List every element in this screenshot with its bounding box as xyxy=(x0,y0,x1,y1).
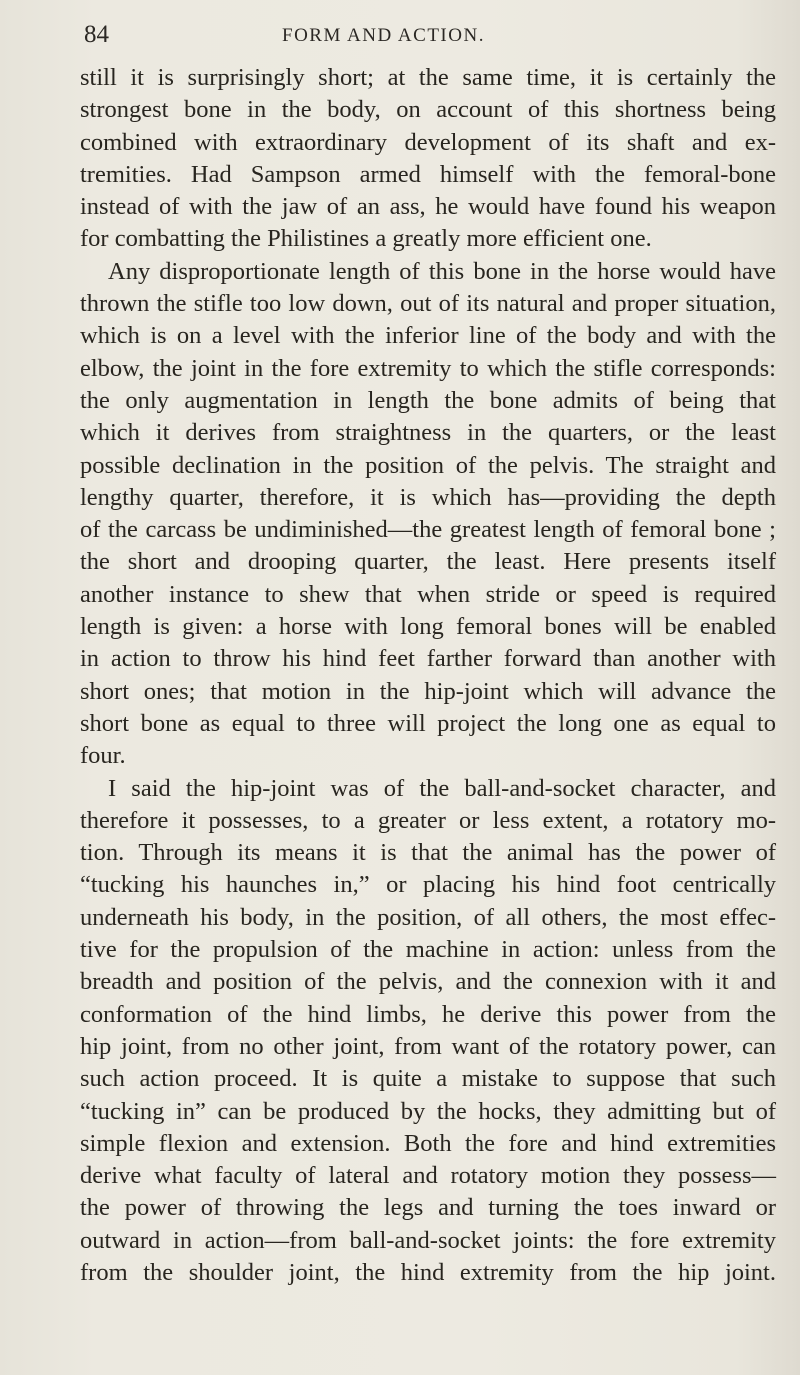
text-line: hip joint, from no other joint, from want of the rotatory power, can xyxy=(80,1032,776,1060)
page-number: 84 xyxy=(84,21,109,48)
text-line: underneath his body, in the position, of all others, the most effec- xyxy=(80,903,776,931)
text-line: possible declination in the position of the pelvis. The straight and xyxy=(80,451,776,479)
text-line: Any disproportionate length of this bone in the horse would have xyxy=(108,257,776,285)
text-line: elbow, the joint in the fore extremity to which the stifle corresponds: xyxy=(80,354,776,382)
text-line: tion. Through its means it is that the animal has the power of xyxy=(80,839,776,867)
text-line: “tucking in” can be produced by the hocks, they admitting but of xyxy=(80,1097,776,1125)
text-line: still it is surprisingly short; at the same time, it is certainly the xyxy=(80,64,776,91)
text-line: “tucking his haunches in,” or placing his hind foot centrically xyxy=(80,871,776,899)
text-line: the short and drooping quarter, the least. Here presents itself xyxy=(80,548,776,576)
text-line: simple flexion and extension. Both the fore and hind extremities xyxy=(80,1129,776,1157)
text-line: which is on a level with the inferior line of the body and with the xyxy=(80,322,776,350)
text-line: therefore it possesses, to a greater or less extent, a rotatory mo- xyxy=(80,806,776,834)
text-line: strongest bone in the body, on account of this shortness being xyxy=(80,96,776,124)
page-header xyxy=(84,20,784,50)
text-line: instead of with the jaw of an ass, he would have found his weapon xyxy=(80,193,776,221)
text-line: from the shoulder joint, the hind extremity from the hip joint. xyxy=(80,1258,776,1286)
text-line: of the carcass be undiminished—the greatest length of femoral bone ; xyxy=(80,516,776,544)
running-title: FORM AND ACTION. xyxy=(282,25,485,46)
text-line: tive for the propulsion of the machine in action: unless from the xyxy=(80,936,776,964)
text-line: the only augmentation in length the bone admits of being that xyxy=(80,386,776,414)
text-line: I said the hip-joint was of the ball-and-socket character, and xyxy=(108,774,776,802)
text-line: lengthy quarter, therefore, it is which has—providing the depth xyxy=(80,483,776,511)
text-line: breadth and position of the pelvis, and the connexion with it and xyxy=(80,968,776,996)
text-line: such action proceed. It is quite a mistake to suppose that such xyxy=(80,1065,776,1093)
text-line: length is given: a horse with long femoral bones will be enabled xyxy=(80,613,776,641)
text-line: tremities. Had Sampson armed himself with the femoral-bone xyxy=(80,160,776,188)
text-line: conformation of the hind limbs, he derive this power from the xyxy=(80,1000,776,1028)
text-line: combined with extraordinary development of its shaft and ex- xyxy=(80,128,776,156)
text-line: another instance to shew that when stride or speed is required xyxy=(80,580,776,608)
text-line: four. xyxy=(80,742,126,770)
text-line: short ones; that motion in the hip-joint which will advance the xyxy=(80,677,776,705)
text-line: outward in action—from ball-and-socket joints: the fore extremity xyxy=(80,1226,776,1254)
text-line: thrown the stifle too low down, out of its natural and proper situation, xyxy=(80,290,776,318)
text-line: derive what faculty of lateral and rotatory motion they possess— xyxy=(80,1162,776,1190)
text-line: for combatting the Philistines a greatly more efficient one. xyxy=(80,225,652,253)
text-line: short bone as equal to three will project the long one as equal to xyxy=(80,709,776,737)
text-line: in action to throw his hind feet farther forward than another with xyxy=(80,645,776,673)
text-line: the power of throwing the legs and turning the toes inward or xyxy=(80,1194,776,1222)
body-text xyxy=(80,62,776,1289)
text-line: which it derives from straightness in the quarters, or the least xyxy=(80,419,776,447)
